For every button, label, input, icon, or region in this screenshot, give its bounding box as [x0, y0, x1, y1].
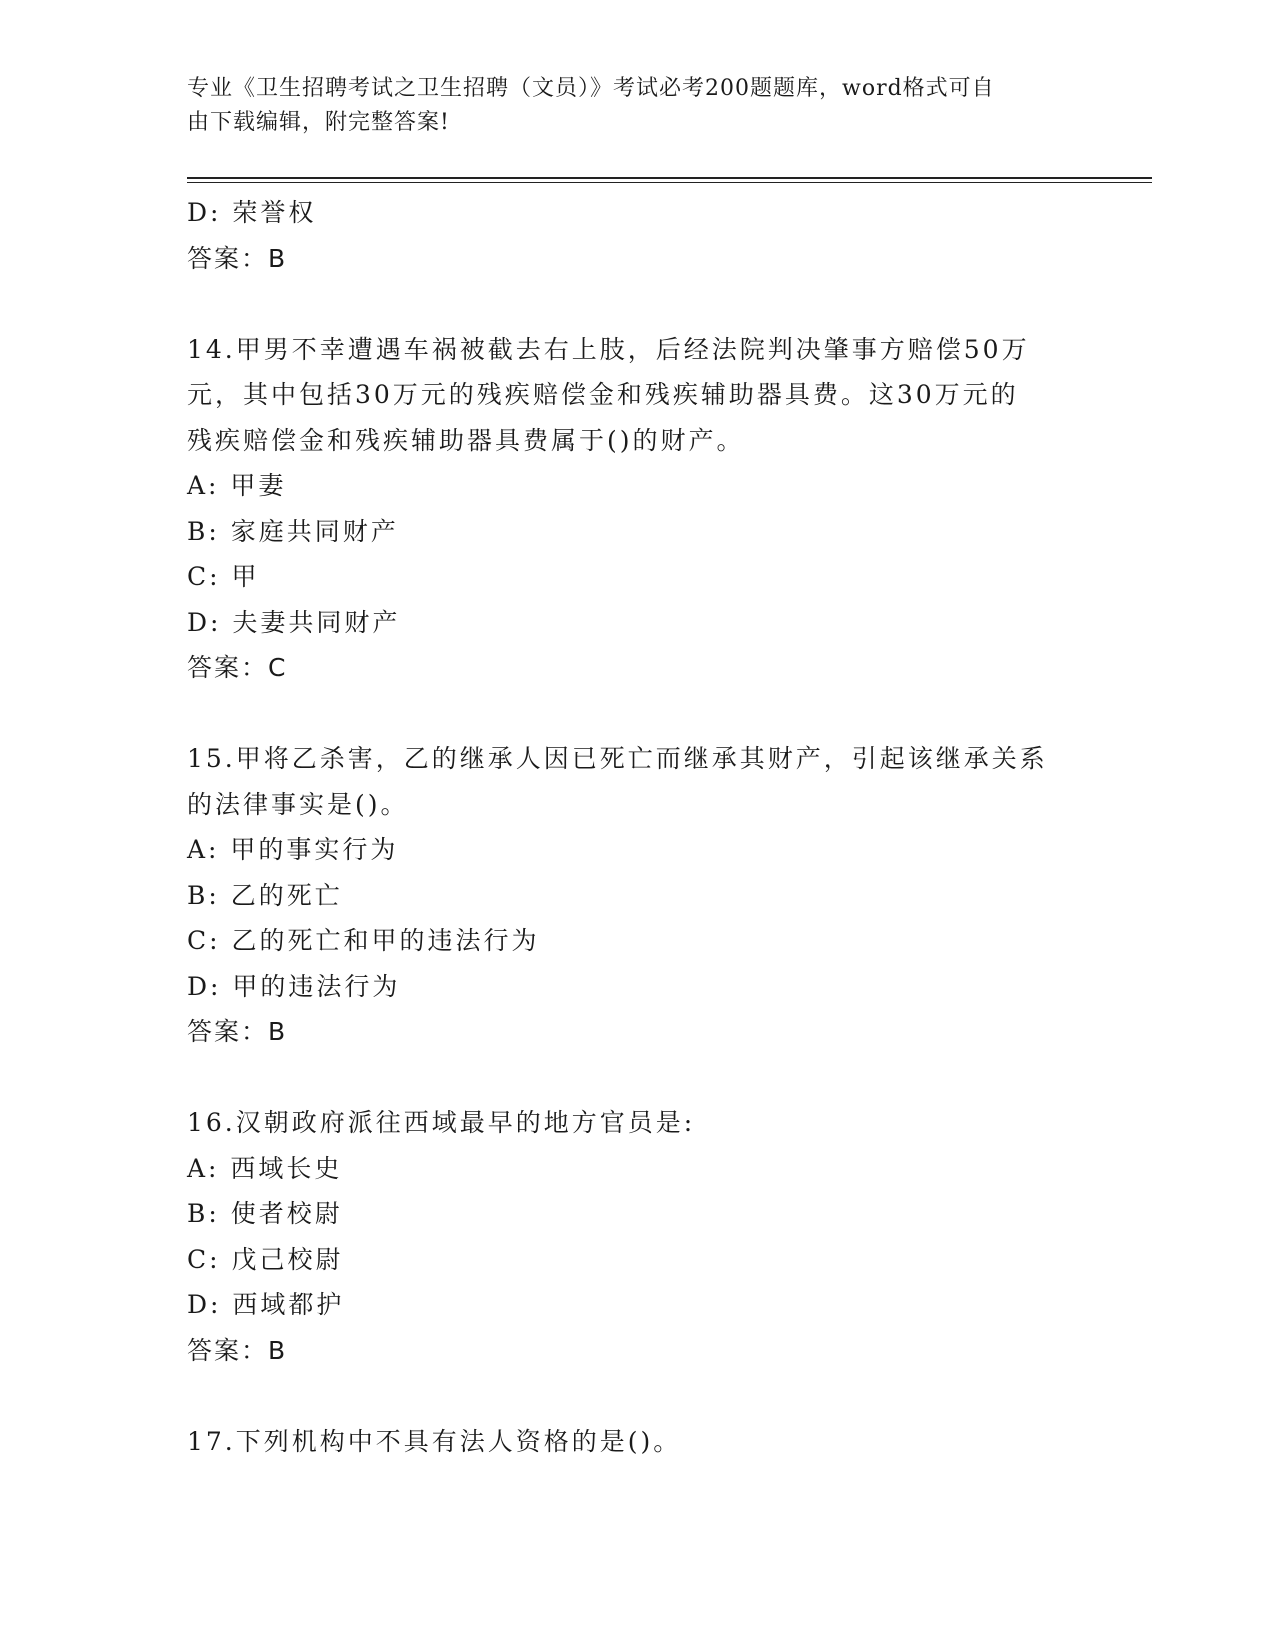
option-d: D: 荣誉权: [187, 198, 317, 227]
option-d: D: 西域都护: [187, 1290, 345, 1319]
question-stem-line: 16.汉朝政府派往西域最早的地方官员是:: [187, 1108, 696, 1137]
question-stem-line: 的法律事实是()。: [187, 789, 409, 819]
option-d: D: 夫妻共同财产: [187, 607, 401, 637]
spacer: [187, 281, 1077, 327]
spacer: [187, 1055, 1077, 1101]
header-rule-thick: [187, 177, 1152, 179]
answer-line: 答案：B: [187, 1335, 288, 1365]
question-16: [187, 1100, 1077, 1373]
spacer: [187, 1373, 1077, 1419]
option-b: B: 使者校尉: [187, 1199, 343, 1228]
option-a: A: 甲的事实行为: [187, 835, 399, 864]
answer-line: 答案：B: [187, 1017, 288, 1046]
option-d: D: 甲的违法行为: [187, 971, 401, 1001]
question-15: [187, 736, 1077, 1055]
question-17: [187, 1419, 1077, 1465]
question-stem-line: 残疾赔偿金和残疾辅助器具费属于()的财产。: [187, 425, 745, 455]
question-stem-line: 17.下列机构中不具有法人资格的是()。: [187, 1426, 682, 1456]
option-b: B: 家庭共同财产: [187, 516, 399, 546]
answer-line: 答案：B: [187, 243, 288, 273]
header-line-2: 由下载编辑，附完整答案!: [187, 110, 450, 135]
header-line-1: 专业《卫生招聘考试之卫生招聘（文员）》考试必考200题题库，word格式可自: [187, 76, 995, 101]
option-a: A: 西域长史: [187, 1153, 343, 1183]
spacer: [187, 691, 1077, 737]
answer-line: 答案：C: [187, 653, 288, 682]
document-header: [187, 72, 1067, 140]
question-stem-line: 15.甲将乙杀害，乙的继承人因已死亡而继承其财产，引起该继承关系: [187, 744, 1048, 773]
question-stem-line: 14.甲男不幸遭遇车祸被截去右上肢，后经法院判决肇事方赔偿50万: [187, 334, 1030, 364]
option-a: A: 甲妻: [187, 471, 287, 500]
header-rule-thin: [187, 182, 1152, 183]
option-c: C: 戊己校尉: [187, 1244, 344, 1274]
question-14: [187, 327, 1077, 691]
carryover-question: [187, 190, 1077, 281]
option-c: C: 乙的死亡和甲的违法行为: [187, 926, 540, 955]
option-c: C: 甲: [187, 562, 260, 591]
question-stem-line: 元，其中包括30万元的残疾赔偿金和残疾辅助器具费。这30万元的: [187, 380, 1019, 409]
document-body: [187, 190, 1077, 1464]
option-b: B: 乙的死亡: [187, 880, 343, 910]
